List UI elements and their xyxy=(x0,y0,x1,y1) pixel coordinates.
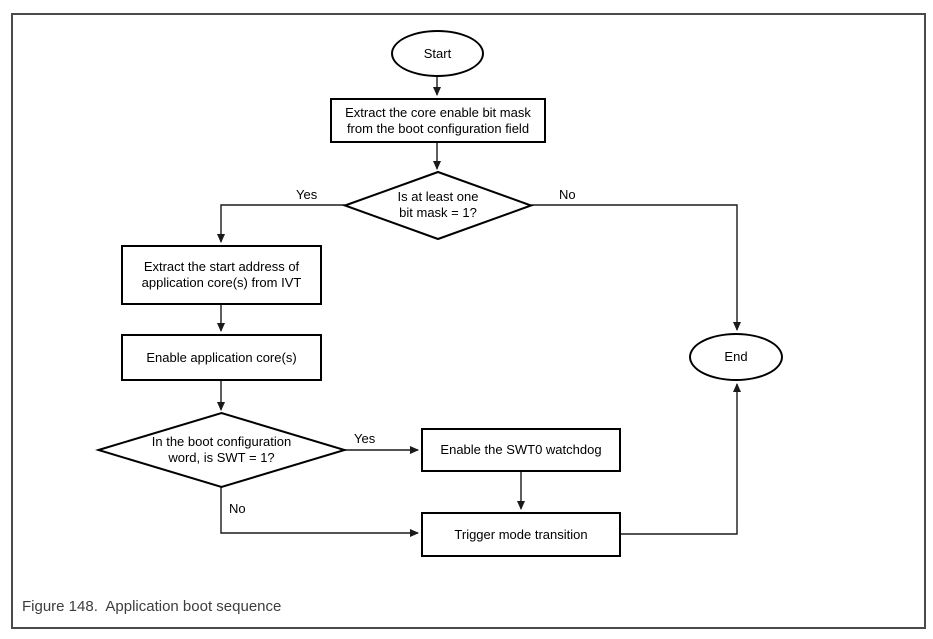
figure-caption: Figure 148. Application boot sequence xyxy=(22,598,282,615)
node-extract-bitmask xyxy=(330,98,546,143)
decision-swt-line1: In the boot configuration xyxy=(151,434,292,449)
decision-bitmask-line2: bit mask = 1? xyxy=(399,205,477,220)
edge-trigger-to-end xyxy=(621,384,737,534)
node-end xyxy=(689,333,783,381)
node-enable-watchdog-label: Enable the SWT0 watchdog xyxy=(440,442,602,457)
decision-bitmask-text xyxy=(345,176,531,234)
decision-swt-line2: word, is SWT = 1? xyxy=(168,450,275,465)
decision-bitmask-line1: Is at least one xyxy=(397,189,479,204)
edge-label-swt-yes: Yes xyxy=(354,431,376,446)
node-enable-watchdog xyxy=(421,428,621,472)
edge-bitmask-no-to-end xyxy=(531,205,737,330)
node-extract-start-address xyxy=(121,245,322,305)
node-extract-start-address-line1: Extract the start address of xyxy=(143,259,300,274)
node-extract-start-address-line2: application core(s) from IVT xyxy=(141,275,302,290)
node-trigger-transition xyxy=(421,512,621,557)
node-trigger-transition-label: Trigger mode transition xyxy=(454,526,588,542)
edge-swt-no-to-trigger xyxy=(221,487,418,533)
node-extract-bitmask-line1: Extract the core enable bit mask xyxy=(345,104,531,120)
node-end-label: End xyxy=(724,349,748,364)
node-extract-bitmask-line2: from the boot configuration field xyxy=(346,120,530,136)
edge-label-bitmask-no: No xyxy=(559,187,576,202)
node-start xyxy=(391,30,484,77)
node-start-label: Start xyxy=(423,45,452,61)
edge-bitmask-yes-to-extract-address xyxy=(221,205,345,242)
decision-swt-text xyxy=(111,421,332,479)
edge-label-swt-no: No xyxy=(229,501,246,516)
node-enable-cores-label: Enable application core(s) xyxy=(146,349,297,365)
edge-label-bitmask-yes: Yes xyxy=(296,187,318,202)
node-enable-cores xyxy=(121,334,322,381)
